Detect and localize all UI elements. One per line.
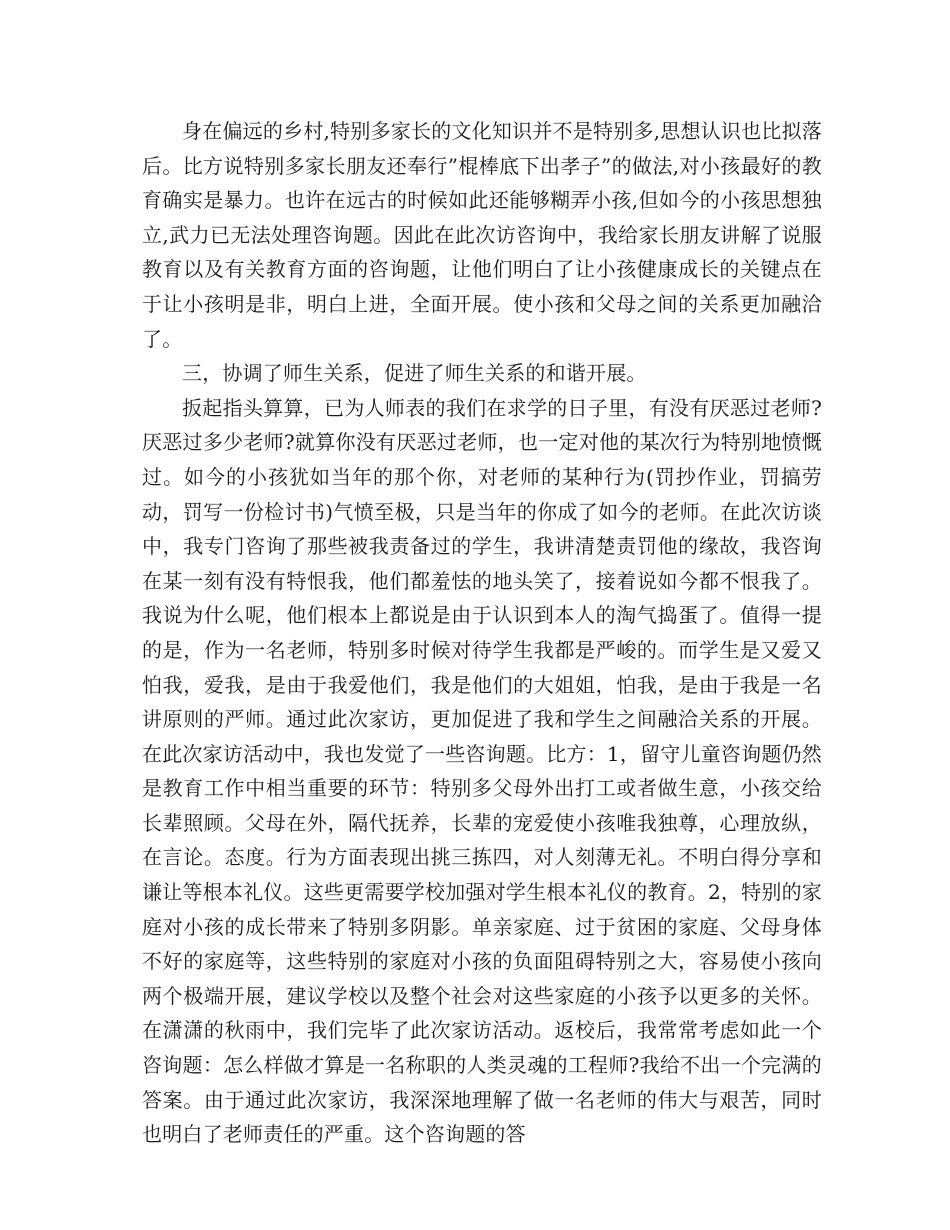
document-body: [142, 114, 822, 1152]
paragraph-section-three-heading: 三，协调了师生关系，促进了师生关系的和谐开展。: [182, 361, 647, 386]
paragraph-teacher-student-relations: 扳起指头算算，已为人师表的我们在求学的日子里，有没有厌恶过老师?厌恶过多少老师?就算你没有厌恶过老师，也一定对他的某次行为特别地愤慨过。如今的小孩犹如当年的那个你，对老师的某种行为(罚抄作业，罚搞劳动，罚写一份检讨书)气愤至极，只是当年的你成了如今的老师。在此次访谈中，我专门咨询了那些被我责备过的学生，我讲清楚责罚他的缘故，我咨询在某一刻有没有特恨我，他们都羞怯的地头笑了，接着说如今都不恨我了。我说为什么呢，他们根本上都说是由于认识到本人的淘气捣蛋了。值得一提的是，作为一名老师，特别多时候对待学生我都是严峻的。而学生是又爱又怕我，爱我，是由于我爱他们，我是他们的大姐姐，怕我，是由于我是一名讲原则的严师。通过此次家访，更加促进了我和学生之间融洽关系的开展。在此次家访活动中，我也发觉了一些咨询题。比方：1，留守儿童咨询题仍然是教育工作中相当重要的环节：特别多父母外出打工或者做生意，小孩交给长辈照顾。父母在外，隔代抚养，长辈的宠爱使小孩唯我独尊，心理放纵，在言论。态度。行为方面表现出挑三拣四，对人刻薄无礼。不明白得分享和谦让等根本礼仪。这些更需要学校加强对学生根本礼仪的教育。2，特别的家庭对小孩的成长带来了特别多阴影。单亲家庭、过于贫困的家庭、父母身体不好的家庭等，这些特别的家庭对小孩的负面阻碍特别之大，容易使小孩向两个极端开展，建议学校以及整个社会对这些家庭的小孩予以更多的关怀。在潇潇的秋雨中，我们完毕了此次家访活动。返校后，我常常考虑如此一个咨询题：怎么样做才算是一名称职的人类灵魂的工程师?我给不出一个完满的答案。由于通过此次家访，我深深地理解了做一名老师的伟大与艰苦，同时也明白了老师责任的严重。这个咨询题的答: [142, 395, 822, 1147]
paragraph-rural-parents: 身在偏远的乡村,特别多家长的文化知识并不是特别多,思想认识也比拟落后。比方说特别多家长朋友还奉行”棍棒底下出孝子”的做法,对小孩最好的教育确实是暴力。也许在远古的时候如此还能够糊弄小孩,但如今的小孩思想独立,武力已无法处理咨询题。因此在此次访咨询中，我给家长朋友讲解了说服教育以及有关教育方面的咨询题，让他们明白了让小孩健康成长的关键点在于让小孩明是非，明白上进，全面开展。使小孩和父母之间的关系更加融洽了。: [142, 119, 822, 351]
